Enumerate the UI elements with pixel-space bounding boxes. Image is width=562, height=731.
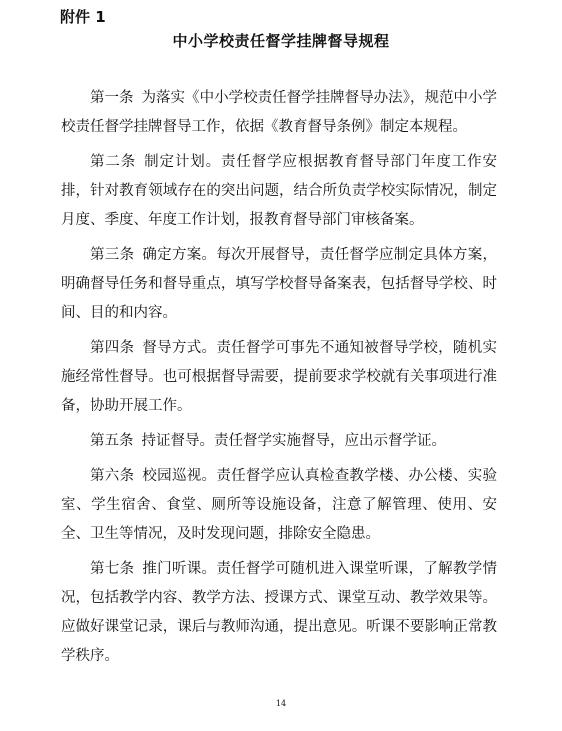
article-4 xyxy=(61,334,497,421)
article-number: 第四条 xyxy=(90,340,135,356)
article-6 xyxy=(61,462,497,549)
article-text: 持证督导。责任督学实施督导，应出示督学证。 xyxy=(141,433,446,449)
page-number: 14 xyxy=(275,699,287,708)
article-text: 督导方式。责任督学可事先不通知被督导学校，随机实施经常性督导。也可根据督导需要，提前要求学校就有关事项进行准备，协助开展工作。 xyxy=(61,340,498,414)
article-1 xyxy=(61,84,497,142)
article-number: 第五条 xyxy=(90,433,134,449)
article-5 xyxy=(61,427,497,456)
document-body xyxy=(61,84,497,677)
article-number: 第二条 xyxy=(90,154,137,170)
article-number: 第一条 xyxy=(90,90,134,106)
document-title: 中小学校责任督学挂牌督导规程 xyxy=(172,32,390,50)
article-text: 制定计划。责任督学应根据教育督导部门年度工作安排，针对教育领域存在的突出问题，结合所负责学校实际情况，制定月度、季度、年度工作计划，报教育督导部门审核备案。 xyxy=(61,154,497,228)
article-number: 第七条 xyxy=(90,561,135,577)
article-text: 为落实《中小学校责任督学挂牌督导办法》，规范中小学校责任督学挂牌督导工作，依据《教育督导条例》制定本规程。 xyxy=(61,90,498,135)
article-text: 校园巡视。责任督学应认真检查教学楼、办公楼、实验室、学生宿舍、食堂、厕所等设施设备，注意了解管理、使用、安全、卫生等情况，及时发现问题，排除安全隐患。 xyxy=(61,468,498,542)
article-2 xyxy=(61,148,497,235)
article-number: 第六条 xyxy=(90,468,135,484)
article-text: 推门听课。责任督学可随机进入课堂听课，了解教学情况，包括教学内容、教学方法、授课方式、课堂互动、教学效果等。应做好课堂记录，课后与教师沟通，提出意见。听课不要影响正常教学秩序。 xyxy=(61,561,498,664)
attachment-label: 附件 1 xyxy=(60,8,106,26)
article-3 xyxy=(61,241,497,328)
article-text: 确定方案。每次开展督导，责任督学应制定具体方案，明确督导任务和督导重点，填写学校督导备案表，包括督导学校、时间、目的和内容。 xyxy=(61,247,498,321)
article-7 xyxy=(61,555,497,671)
article-number: 第三条 xyxy=(90,247,135,263)
